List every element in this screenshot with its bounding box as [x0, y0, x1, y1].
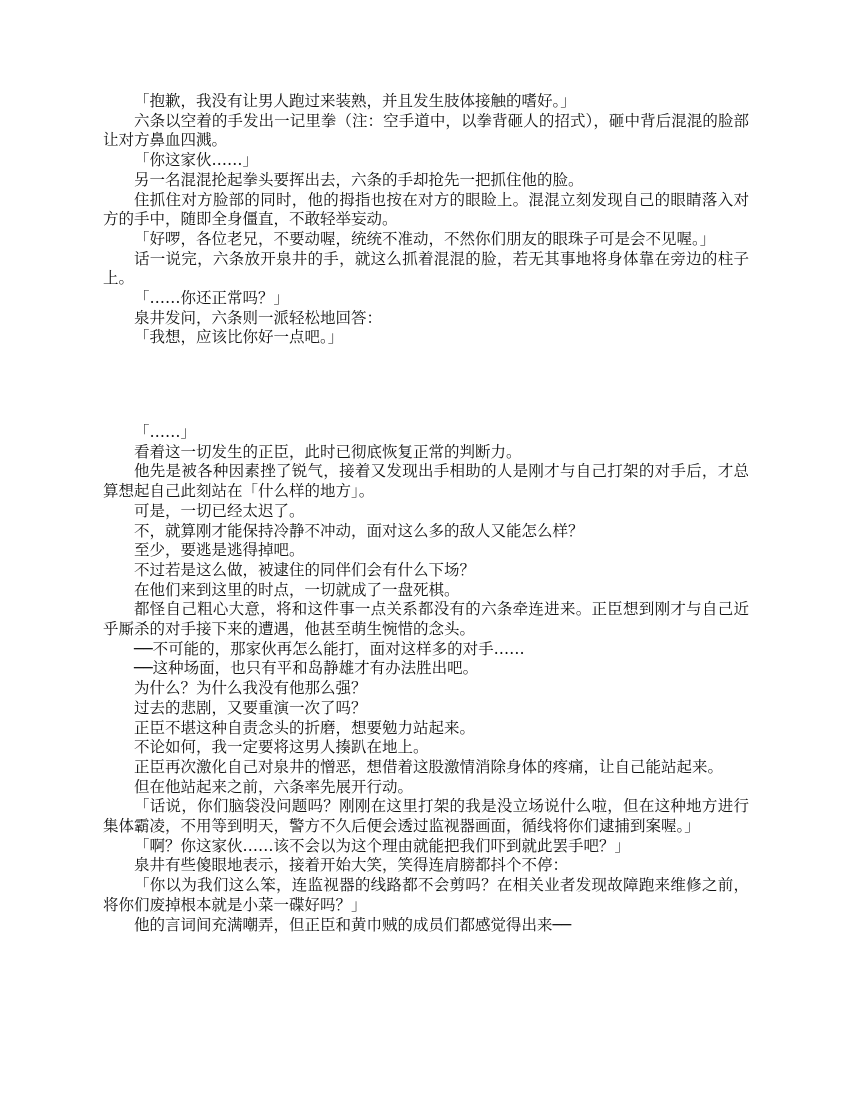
paragraph: 「我想，应该比你好一点吧。」 — [134, 328, 344, 347]
paragraph: 「抱歉，我没有让男人跑过来装熟，并且发生肢体接触的嗜好。」 — [134, 92, 576, 110]
paragraph: 都怪自己粗心大意，将和这件事一点关系都没有的六条牵连进来。正臣想到刚才与自己近乎厮杀的对手接下来的遭遇，他甚至萌生惋惜的念头。 — [103, 600, 749, 639]
paragraph: 为什么？为什么我没有他那么强？ — [134, 679, 367, 698]
paragraph: 不论如何，我一定要将这男人揍趴在地上。 — [134, 738, 429, 757]
paragraph: 至少，要逃是逃得掉吧。 — [134, 541, 305, 560]
paragraph: 看着这一切发生的正臣，此时已彻底恢复正常的判断力。 — [134, 442, 522, 461]
paragraph: 话一说完，六条放开泉井的手，就这么抓着混混的脸，若无其事地将身体靠在旁边的柱子上。 — [103, 249, 749, 288]
paragraph: 他先是被各种因素挫了锐气，接着又发现出手相助的人是刚才与自己打架的对手后，才总算想起自己此刻站在「什么样的地方」。 — [103, 462, 749, 501]
paragraph: 过去的悲剧，又要重演一次了吗？ — [134, 698, 367, 717]
paragraph: 泉井有些傻眼地表示，接着开始大笑，笑得连肩膀都抖个不停： — [134, 856, 569, 875]
paragraph: 「话说，你们脑袋没问题吗？刚刚在这里打架的我是没立场说什么啦，但在这种地方进行集体霸凌，不用等到明天，警方不久后便会透过监视器画面，循线将你们逮捕到案喔。」 — [103, 797, 749, 836]
paragraph: ──这种场面，也只有平和岛静雄才有办法胜出吧。 — [134, 659, 479, 678]
paragraph: 「啊？你这家伙……该不会以为这个理由就能把我们吓到就此罢手吧？」 — [134, 836, 631, 855]
paragraph: 正臣再次激化自己对泉井的憎恶，想借着这股激情消除身体的疼痛，让自己能站起来。 — [134, 757, 724, 776]
paragraph: 「好啰，各位老兄，不要动喔，统统不准动，不然你们朋友的眼珠子可是会不见喔。」 — [134, 229, 716, 248]
paragraph: 「你这家伙……」 — [134, 151, 259, 170]
paragraph: 另一名混混抡起拳头要挥出去，六条的手却抢先一把抓住他的脸。 — [134, 170, 584, 189]
paragraph: 但在他站起来之前，六条率先展开行动。 — [134, 777, 414, 796]
text-section-2 — [103, 423, 749, 935]
paragraph: 泉井发问，六条则一派轻松地回答： — [134, 308, 383, 327]
paragraph: 他的言词间充满嘲弄，但正臣和黄巾贼的成员们都感觉得出来── — [134, 915, 572, 934]
paragraph: 可是，一切已经太迟了。 — [134, 501, 305, 520]
paragraph: ──不可能的，那家伙再怎么能打，面对这样多的对手…… — [134, 639, 525, 658]
paragraph: 住抓住对方脸部的同时，他的拇指也按在对方的眼睑上。混混立刻发现自己的眼睛落入对方的手中，随即全身僵直，不敢轻举妄动。 — [103, 190, 749, 229]
paragraph: 「……」 — [134, 423, 197, 441]
text-section-1 — [103, 92, 749, 348]
paragraph: 六条以空着的手发出一记里拳（注：空手道中，以拳背砸人的招式），砸中背后混混的脸部让对方鼻血四溅。 — [103, 111, 749, 150]
paragraph: 不，就算刚才能保持冷静不冲动，面对这么多的敌人又能怎么样？ — [134, 521, 584, 540]
paragraph: 「你以为我们这么笨，连监视器的线路都不会剪吗？在相关业者发现故障跑来维修之前，将你们废掉根本就是小菜一碟好吗？」 — [103, 876, 749, 914]
paragraph: 不过若是这么做，被逮住的同伴们会有什么下场？ — [134, 560, 476, 579]
paragraph: 「……你还正常吗？」 — [134, 289, 290, 308]
paragraph: 在他们来到这里的时点，一切就成了一盘死棋。 — [134, 580, 460, 599]
paragraph: 正臣不堪这种自责念头的折磨，想要勉力站起来。 — [134, 718, 476, 737]
